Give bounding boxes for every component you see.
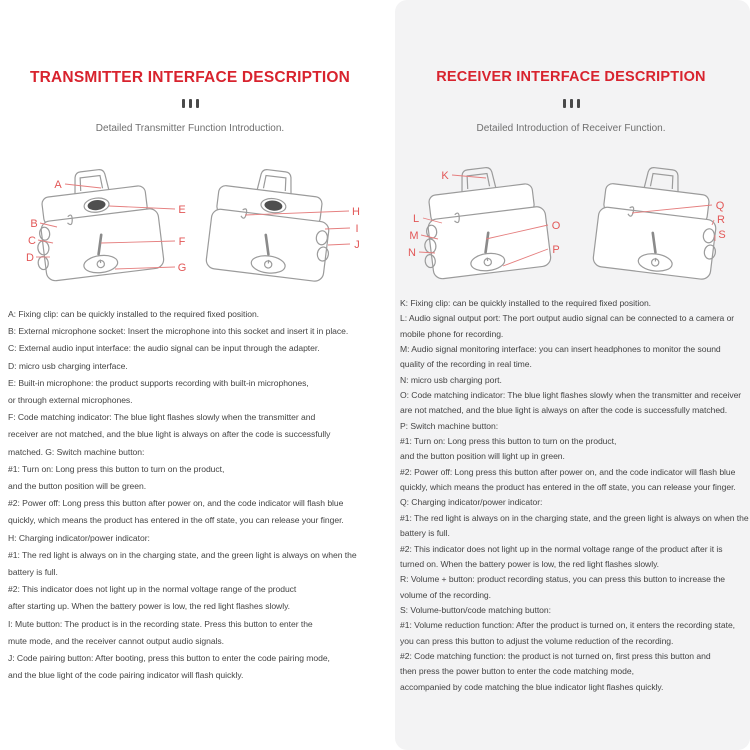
diagram-label-g: G xyxy=(177,262,187,274)
description-line: F: Code matching indicator: The blue light flashes slowly when the transmitter and xyxy=(8,412,316,423)
diagram-label-o: O xyxy=(551,220,561,232)
description-line: #2: This indicator does not light up in the normal voltage range of the product after it is xyxy=(400,543,723,554)
receiver-diagram xyxy=(400,157,745,297)
description-line: quickly, which means the product has entered in the off state, you can release your finger. xyxy=(400,482,736,493)
description-line: quality of the recording in real time. xyxy=(400,359,532,370)
description-line: #1: Volume reduction function: After the product is turned on, it enters the recording state, xyxy=(400,620,736,631)
description-line: A: Fixing clip: can be quickly installed to the required fixed position. xyxy=(8,309,260,319)
description-line: or through external microphones. xyxy=(8,395,133,406)
description-line: battery is full. xyxy=(400,528,450,539)
description-line: J: Code pairing button: After booting, press this button to enter the code pairing mode, xyxy=(8,653,330,664)
description-line: M: Audio signal monitoring interface: you can insert headphones to monitor the sound xyxy=(400,344,721,355)
description-line: and the button position will light up in green. xyxy=(400,451,565,462)
description-line: #2: Power off: Long press this button after power on, and the code indicator will flash blue xyxy=(400,466,736,477)
description-line: receiver are not matched, and the blue light is always on after the code is successfully xyxy=(8,429,331,440)
description-line: B: External microphone socket: Insert the microphone into this socket and insert it in place. xyxy=(8,326,349,337)
transmitter-title: TRANSMITTER INTERFACE DESCRIPTION xyxy=(29,69,351,86)
diagram-label-a: A xyxy=(54,179,62,191)
diagram-label-p: P xyxy=(552,244,560,256)
divider-bars xyxy=(400,99,742,108)
description-line: and the button position will be green. xyxy=(8,481,147,492)
description-line: #2: Power off: Long press this button after power on, and the code indicator will flash blue xyxy=(8,498,344,509)
description-line: #2: This indicator does not light up in the normal voltage range of the product xyxy=(8,584,297,595)
receiver-description xyxy=(400,296,749,695)
description-line: D: micro usb charging interface. xyxy=(8,360,128,371)
diagram-label-j: J xyxy=(354,239,360,251)
description-line: #1: The red light is always on in the charging state, and the green light is always on when the xyxy=(400,512,749,523)
description-line: #1: Turn on: Long press this button to turn on the product, xyxy=(8,463,225,474)
diagram-label-d: D xyxy=(26,252,34,264)
description-line: turned on. When the battery power is low, the red light flashes slowly. xyxy=(400,558,660,569)
description-line: Q: Charging indicator/power indicator: xyxy=(400,497,543,508)
description-line: K: Fixing clip: can be quickly installed to the required fixed position. xyxy=(400,298,652,308)
transmitter-diagram xyxy=(5,157,365,302)
description-line: mute mode, and the receiver cannot output audio signals. xyxy=(8,635,225,646)
description-line: and the blue light of the code pairing indicator will flash quickly. xyxy=(8,670,244,681)
description-line: #2: Code matching function: the product is not turned on, first press this button and xyxy=(400,650,711,661)
description-line: #1: Turn on: Long press this button to turn on the product, xyxy=(400,436,617,447)
description-line: N: micro usb charging port. xyxy=(400,374,502,385)
divider-bars xyxy=(10,99,370,108)
diagram-label-l: L xyxy=(412,213,420,225)
diagram-label-b: B xyxy=(30,218,38,230)
diagram-label-s: S xyxy=(718,229,726,241)
description-line: then press the power button to enter the code matching mode, xyxy=(400,666,634,677)
diagram-label-h: H xyxy=(352,206,360,218)
description-line: are not matched, and the blue light is always on after the code is successfully matched. xyxy=(400,405,728,416)
diagram-label-f: F xyxy=(178,236,186,248)
diagram-label-c: C xyxy=(28,235,36,247)
description-line: O: Code matching indicator: The blue light flashes slowly when the transmitter and receiver xyxy=(400,390,742,401)
description-line: R: Volume + button: product recording status, you can press this button to increase the xyxy=(400,574,726,585)
transmitter-description xyxy=(8,306,386,684)
diagram-label-k: K xyxy=(441,170,449,182)
receiver-subtitle: Detailed Introduction of Receiver Function. xyxy=(476,123,666,134)
description-line: quickly, which means the product has entered in the off state, you can release your finger. xyxy=(8,515,344,526)
description-line: L: Audio signal output port: The port output audio signal can be connected to a camera or xyxy=(400,313,735,324)
description-line: H: Charging indicator/power indicator: xyxy=(8,532,150,543)
description-line: battery is full. xyxy=(8,567,58,578)
diagram-label-e: E xyxy=(178,204,186,216)
description-line: C: External audio input interface: the audio signal can be input through the adapter. xyxy=(8,343,320,354)
description-line: volume of the recording. xyxy=(400,589,491,600)
diagram-label-r: R xyxy=(717,214,725,226)
description-line: S: Volume-button/code matching button: xyxy=(400,604,551,615)
transmitter-subtitle: Detailed Transmitter Function Introduction. xyxy=(95,123,285,134)
description-line: accompanied by code matching the blue indicator light flashes quickly. xyxy=(400,681,664,692)
description-line: you can press this button to adjust the volume reduction of the recording. xyxy=(400,635,674,646)
description-line: matched. G: Switch machine button: xyxy=(8,446,145,457)
description-line: after starting up. When the battery power is low, the red light flashes slowly. xyxy=(8,601,291,612)
diagram-label-i: I xyxy=(355,223,359,235)
diagram-label-q: Q xyxy=(715,200,725,212)
receiver-title: RECEIVER INTERFACE DESCRIPTION xyxy=(436,69,706,85)
description-line: #1: The red light is always on in the charging state, and the green light is always on when the xyxy=(8,549,357,560)
diagram-label-m: M xyxy=(409,230,419,242)
description-line: I: Mute button: The product is in the recording state. Press this button to enter the xyxy=(8,618,313,629)
description-line: E: Built-in microphone: the product supports recording with built-in microphones, xyxy=(8,377,309,388)
description-line: mobile phone for recording. xyxy=(400,328,504,339)
diagram-label-n: N xyxy=(408,247,416,259)
description-line: P: Switch machine button: xyxy=(400,420,499,431)
